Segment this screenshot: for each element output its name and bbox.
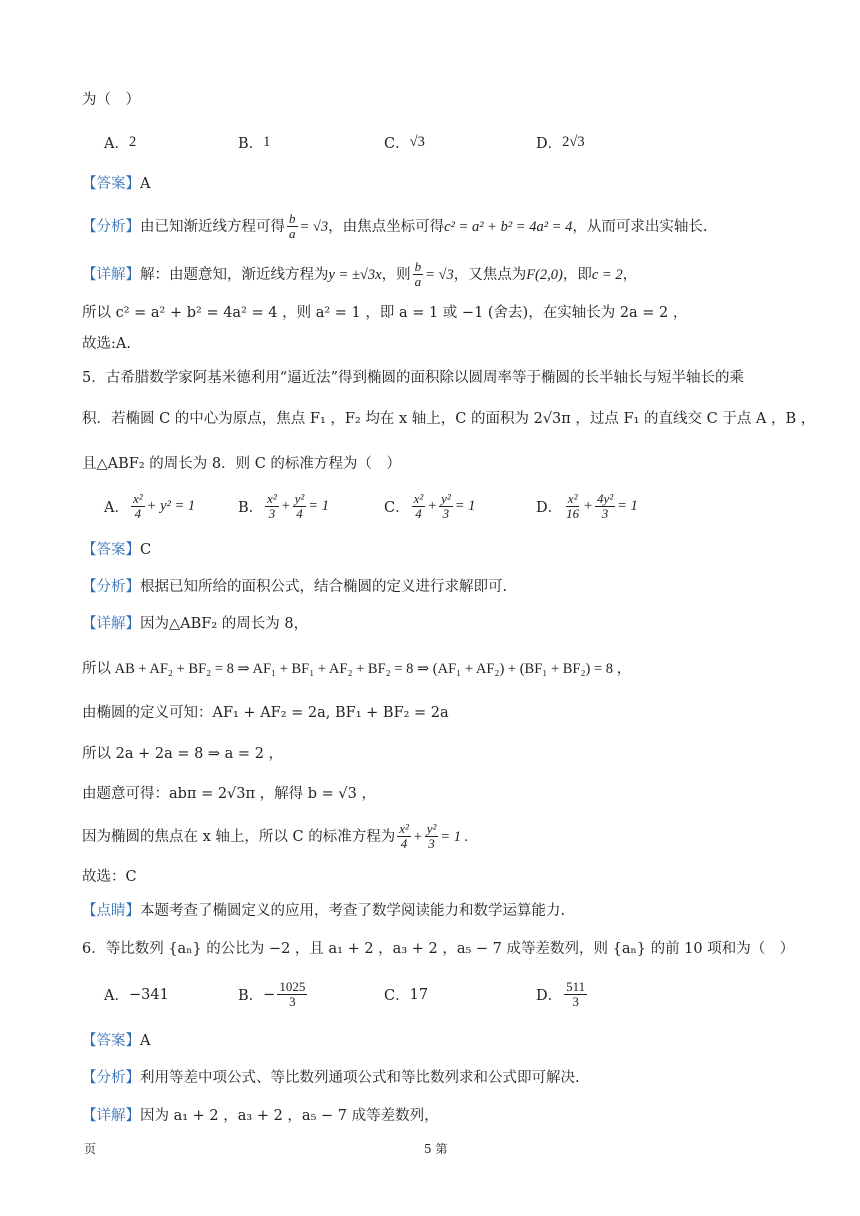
q5-step-1: 所以 AB + AF₂ + BF₂ = 8 ⇒ AF₁ + BF₁ + AF₂ + BF₂ = 8 ⇒ (AF₁ + AF₂) + (BF₁ + BF₂) = 8 ， [82,661,632,677]
q6-analysis: 【分析】利用等差中项公式、等比数列通项公式和等比数列求和公式即可解决. [82,1070,580,1086]
q6-detail: 【详解】因为 a₁ + 2 ，a₃ + 2 ，a₅ − 7 成等差数列， [82,1108,439,1124]
q5-stem-line3: 且△ABF₂ 的周长为 8．则 C 的标准方程为（ ） [82,456,401,472]
continuation-line: 为（ ） [82,92,140,108]
q5-options [104,492,638,521]
footer-left: 页 [84,1142,97,1156]
q5-stem-line2: 积．若椭圆 C 的中心为原点，焦点 F₁ ，F₂ 均在 x 轴上，C 的面积为 2√3π ，过点 F₁ 的直线交 C 于点 A ，B ， [82,411,816,427]
q5-option-a: A． $\frac{\text{x²}}{4}$ + y² = 1 [104,491,196,521]
q4-detail-line2: 所以 c² = a² + b² = 4a² = 4 ，则 a² = 1 ，即 a = 1 或 −1 (舍去)，在实轴长为 2a = 2 ， [82,305,688,321]
q5-choose: 故选：C [82,869,137,885]
q5-step-2: 由椭圆的定义可知：AF₁ + AF₂ = 2a, BF₁ + BF₂ = 2a [82,705,449,721]
q4-options [104,132,585,153]
q5-analysis: 【分析】根据已知所给的面积公式，结合椭圆的定义进行求解即可. [82,579,508,595]
q5-detail: 【详解】因为△ABF₂ 的周长为 8， [82,616,309,632]
q5-answer: 【答案】C [82,542,152,558]
q5-step-3: 所以 2a + 2a = 8 ⇒ a = 2 ， [82,746,284,762]
q5-step-5: 因为椭圆的焦点在 x 轴上，所以 C 的标准方程为 $\frac{\text{x²}}{4}$ + $\frac{\text{y²}}{3}$ = 1 . [82,821,469,851]
q4-answer: 【答案】A [82,176,151,192]
q5-option-b: B． $\frac{\text{x²}}{3}$ + $\frac{\text{y²}}{4}$ = 1 [238,491,329,521]
q6-option-d: D． $\frac{511}{3}$ [536,979,586,1009]
q4-analysis: 【分析】 由已知渐近线方程可得 $\frac{b}{a}$ = √3 ，由焦点坐标可得 c² = a² + b² = 4a² = 4 ，从而可求出实轴长. [82,211,708,241]
q4-detail: 【详解】 解：由题意知，渐近线方程为 y = ±√3x ，则 $\frac{b}{a}$ = √3 ，又焦点为 F(2,0) ，即 c = 2 ， [82,259,638,289]
q6-option-c: C． 17 [384,986,429,1004]
q4-option-b: B． 1 [238,134,271,152]
q5-comment: 【点睛】本题考查了椭圆定义的应用，考查了数学阅读能力和数学运算能力. [82,903,566,919]
q5-option-d: D． $\frac{\text{x²}}{16}$ + $\frac{\text{4y²}}{3}$ = 1 [536,491,638,521]
q6-option-b: B． − $\frac{1025}{3}$ [238,979,306,1009]
q4-option-c: C． √3 [384,134,425,152]
q6-option-a: A． −341 [104,986,169,1004]
q4-option-a: A． 2 [104,134,137,152]
q6-stem: 6．等比数列 {aₙ} 的公比为 −2 ，且 a₁ + 2 ，a₃ + 2 ，a₅ − 7 成等差数列，则 {aₙ} 的前 10 项和为（ ） [82,941,795,957]
q5-option-c: C． $\frac{\text{x²}}{4}$ + $\frac{\text{y²}}{3}$ = 1 [384,491,476,521]
footer-page-number: 5 第 [424,1142,448,1156]
q4-option-d: D． 2√3 [536,134,585,152]
q6-answer: 【答案】A [82,1033,151,1049]
q4-choose: 故选:A. [82,336,131,352]
q5-stem-line1: 5．古希腊数学家阿基米德利用“逼近法”得到椭圆的面积除以圆周率等于椭圆的长半轴长与短半轴长的乘 [82,370,745,386]
q5-step-4: 由题意可得：abπ = 2√3π ，解得 b = √3 ， [82,786,376,802]
q6-options [104,980,589,1009]
